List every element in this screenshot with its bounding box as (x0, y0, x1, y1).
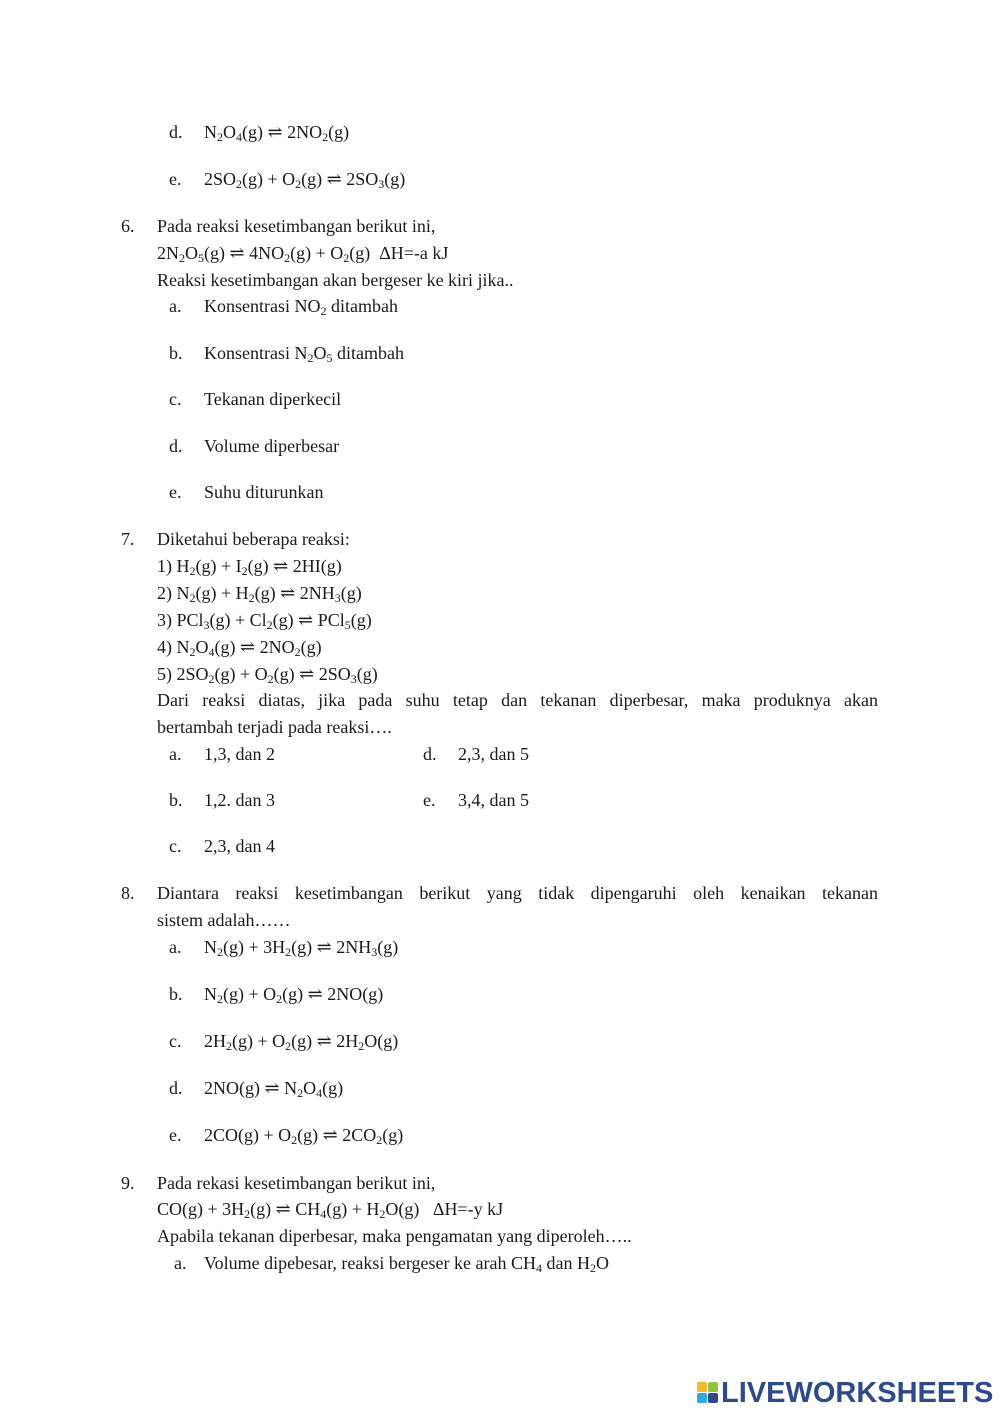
q5-option-e-text: $2SO_2(g) + O_2(g)$ ⇌ $2SO_3(g)$ (204, 169, 406, 191)
q6-number: 6. (121, 216, 135, 236)
q8-option-text: $2H_2(g) + O_2(g)$ ⇌ $2H_2O(g)$ (204, 1031, 399, 1053)
q8-option-letter: c. (169, 1031, 182, 1051)
q7-option-text: 3,4, dan 5 (458, 790, 529, 810)
q7-question-line2: bertambah terjadi pada reaksi…. (157, 717, 392, 737)
q6-question: Reaksi kesetimbangan akan bergeser ke kiri jika.. (157, 270, 514, 290)
q8-question-line2: sistem adalah…… (157, 910, 291, 930)
q8-option-letter: a. (169, 937, 182, 957)
q5-option-d-letter: d. (169, 122, 183, 142)
q7-option-letter: a. (169, 744, 182, 764)
q7-reaction-item: 4) $N_2O_4(g)$ ⇌ $2NO_2(g)$ (157, 637, 322, 659)
q6-option-text: Konsentrasi $NO_2$ ditambah (204, 296, 398, 318)
q7-option-text: 1,2. dan 3 (204, 790, 275, 810)
q7-option-letter: c. (169, 836, 182, 856)
q6-option-text: Konsentrasi $N_2O_5$ ditambah (204, 343, 404, 365)
q5-option-d-text: $N_2O_4(g)$ ⇌ $2NO_2(g)$ (204, 122, 350, 144)
q8-number: 8. (121, 883, 135, 903)
q7-option-text: 2,3, dan 4 (204, 836, 275, 856)
q8-option-letter: b. (169, 984, 183, 1004)
q6-option-letter: e. (169, 482, 182, 502)
q7-reaction-item: 2) $N_2(g) + H_2(g)$ ⇌ $2NH_3(g)$ (157, 583, 362, 605)
q7-reaction-item: 5) $2SO_2(g) + O_2(g)$ ⇌ $2SO_3(g)$ (157, 664, 378, 686)
q6-option-text: Volume diperbesar (204, 436, 340, 456)
q9-stem: Pada rekasi kesetimbangan berikut ini, (157, 1173, 436, 1193)
q8-option-letter: d. (169, 1078, 183, 1098)
q9-option-text: Volume dipebesar, reaksi bergeser ke arah $CH_4$ dan $H_2O$ (204, 1253, 609, 1275)
q7-question-line1: Dari reaksi diatas, jika pada suhu tetap dan tekanan diperbesar, maka produknya akan (157, 690, 878, 710)
q6-option-letter: d. (169, 436, 183, 456)
q6-option-letter: b. (169, 343, 183, 363)
q7-option-letter: e. (423, 790, 436, 810)
liveworksheets-brand-text: LIVEWORKSHEETS (721, 1376, 994, 1409)
q7-stem: Diketahui beberapa reaksi: (157, 529, 350, 549)
q6-stem: Pada reaksi kesetimbangan berikut ini, (157, 216, 436, 236)
q7-option-text: 2,3, dan 5 (458, 744, 529, 764)
q9-question: Apabila tekanan diperbesar, maka pengamatan yang diperoleh….. (157, 1226, 632, 1246)
q6-option-letter: c. (169, 389, 182, 409)
q7-option-letter: b. (169, 790, 183, 810)
q5-option-e-letter: e. (169, 169, 182, 189)
q6-option-text: Suhu diturunkan (204, 482, 324, 502)
q8-option-letter: e. (169, 1125, 182, 1145)
q9-number: 9. (121, 1173, 135, 1193)
q8-option-text: $2CO(g) + O_2(g)$ ⇌ $2CO_2(g)$ (204, 1125, 404, 1147)
q6-option-letter: a. (169, 296, 182, 316)
q9-option-letter: a. (174, 1253, 187, 1273)
q7-option-text: 1,3, dan 2 (204, 744, 275, 764)
q8-option-text: $N_2(g) + 3H_2(g)$ ⇌ $2NH_3(g)$ (204, 937, 399, 959)
q8-option-text: 2NO(g) ⇌ $N_2O_4(g)$ (204, 1078, 344, 1100)
q7-option-letter: d. (423, 744, 437, 764)
q7-reaction-item: 1) $H_2(g) + I_2(g)$ ⇌ 2HI(g) (157, 556, 342, 578)
liveworksheets-logo (697, 1378, 993, 1408)
liveworksheets-logo-icon (697, 1382, 719, 1404)
q6-equation: $2N_2O_5(g)$ ⇌ $4NO_2(g) + O_2(g)$ ΔH=-a kJ (157, 243, 449, 265)
q8-option-text: $N_2(g) + O_2(g)$ ⇌ 2NO(g) (204, 984, 384, 1006)
q7-number: 7. (121, 529, 135, 549)
q8-question-line1: Diantara reaksi kesetimbangan berikut yang tidak dipengaruhi oleh kenaikan tekanan (157, 883, 878, 903)
q6-option-text: Tekanan diperkecil (204, 389, 342, 409)
q7-reaction-item: 3) $PCl_3(g) + Cl_2(g)$ ⇌ PCl$_5$(g) (157, 610, 372, 632)
q9-equation: $CO(g) + 3H_2(g)$ ⇌ $CH_4(g) + H_2O(g)$ ΔH=-y kJ (157, 1199, 504, 1221)
